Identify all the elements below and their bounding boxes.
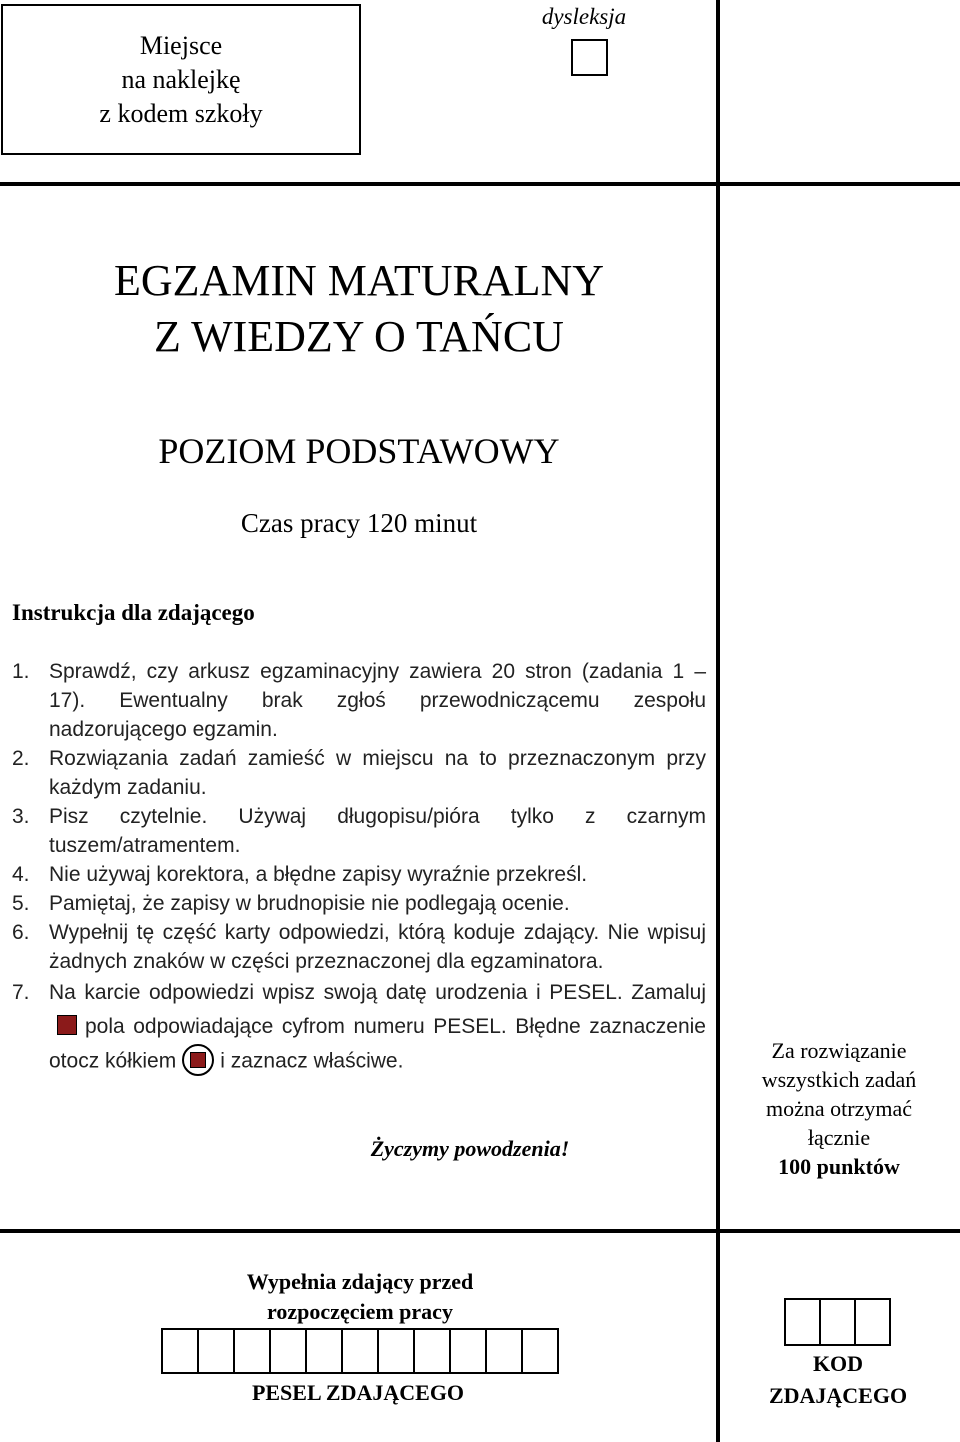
points-total: 100 punktów bbox=[778, 1154, 900, 1179]
student-code-label: KOD ZDAJĄCEGO bbox=[768, 1351, 908, 1408]
circled-square-icon bbox=[182, 1044, 214, 1076]
fill-before-note: Wypełnia zdający przed rozpoczęciem pracy bbox=[246, 1269, 474, 1324]
instructions-list bbox=[12, 657, 706, 1080]
pesel-digit-cell[interactable] bbox=[343, 1330, 379, 1372]
pesel-digit-cell[interactable] bbox=[415, 1330, 451, 1372]
pesel-digit-cell[interactable] bbox=[163, 1330, 199, 1372]
vertical-divider bbox=[716, 0, 720, 1442]
pesel-digit-cell[interactable] bbox=[199, 1330, 235, 1372]
sticker-line-1: Miejsce bbox=[139, 30, 223, 60]
sticker-line-2: na naklejkę bbox=[121, 64, 241, 94]
points-info: Za rozwiązanie wszystkich zadań można otrzymać łącznie 100 punktów bbox=[726, 1036, 952, 1181]
pesel-digit-cell[interactable] bbox=[271, 1330, 307, 1372]
instruction-item: 4. Nie używaj korektora, a błędne zapisy wyraźnie przekreśl. bbox=[12, 863, 588, 886]
code-digit-cell[interactable] bbox=[856, 1300, 889, 1344]
sticker-line-3: z kodem szkoły bbox=[99, 98, 263, 128]
exam-title-line-1: EGZAMIN MATURALNY bbox=[113, 256, 605, 305]
dyslexia-label: dysleksja bbox=[541, 4, 627, 29]
exam-title-line-2: Z WIEDZY O TAŃCU bbox=[154, 312, 564, 361]
pesel-digit-cell[interactable] bbox=[451, 1330, 487, 1372]
pesel-digit-cell[interactable] bbox=[307, 1330, 343, 1372]
pesel-digit-cell[interactable] bbox=[487, 1330, 523, 1372]
instruction-item: 7. Na karcie odpowiedzi wpisz swoją datę urodzenia i PESEL. Zamalujpola odpowiadające cyfrom numeru PESEL. Błędne zaznaczenie otocz kółkiem i zaznacz właściwe. bbox=[12, 976, 706, 1080]
exam-level: POZIOM PODSTAWOWY bbox=[158, 431, 560, 471]
top-divider bbox=[0, 182, 960, 186]
instruction-item: 2. Rozwiązania zadań zamieść w miejscu na to przeznaczonym przy każdym zadaniu. bbox=[12, 747, 706, 799]
instruction-item: 1. Sprawdź, czy arkusz egzaminacyjny zawiera 20 stron (zadania 1 – 17). Ewentualny brak zgłoś przewodniczącemu zespołu nadzorującego egzamin. bbox=[12, 660, 706, 741]
pesel-input-grid[interactable] bbox=[161, 1328, 559, 1374]
school-sticker-box bbox=[1, 4, 361, 155]
instruction-item: 6. Wypełnij tę część karty odpowiedzi, którą koduje zdający. Nie wpisuj żadnych znaków w części przeznaczonej dla egzaminatora. bbox=[12, 921, 706, 973]
pesel-digit-cell[interactable] bbox=[379, 1330, 415, 1372]
pesel-label: PESEL ZDAJĄCEGO bbox=[251, 1380, 465, 1405]
instruction-item: 5. Pamiętaj, że zapisy w brudnopisie nie podlegają ocenie. bbox=[12, 892, 570, 915]
filled-square-icon bbox=[57, 1015, 77, 1035]
code-digit-cell[interactable] bbox=[821, 1300, 856, 1344]
student-code-grid[interactable] bbox=[784, 1298, 891, 1346]
instructions-heading: Instrukcja dla zdającego bbox=[12, 600, 255, 625]
instruction-item: 3. Pisz czytelnie. Używaj długopisu/pióra tylko z czarnym tuszem/atramentem. bbox=[12, 805, 706, 857]
exam-time: Czas pracy 120 minut bbox=[240, 508, 478, 538]
good-luck-wish: Życzymy powodzenia! bbox=[370, 1136, 570, 1161]
code-digit-cell[interactable] bbox=[786, 1300, 821, 1344]
dyslexia-checkbox[interactable] bbox=[571, 39, 608, 76]
bottom-divider bbox=[0, 1229, 960, 1233]
pesel-digit-cell[interactable] bbox=[235, 1330, 271, 1372]
pesel-digit-cell[interactable] bbox=[523, 1330, 557, 1372]
